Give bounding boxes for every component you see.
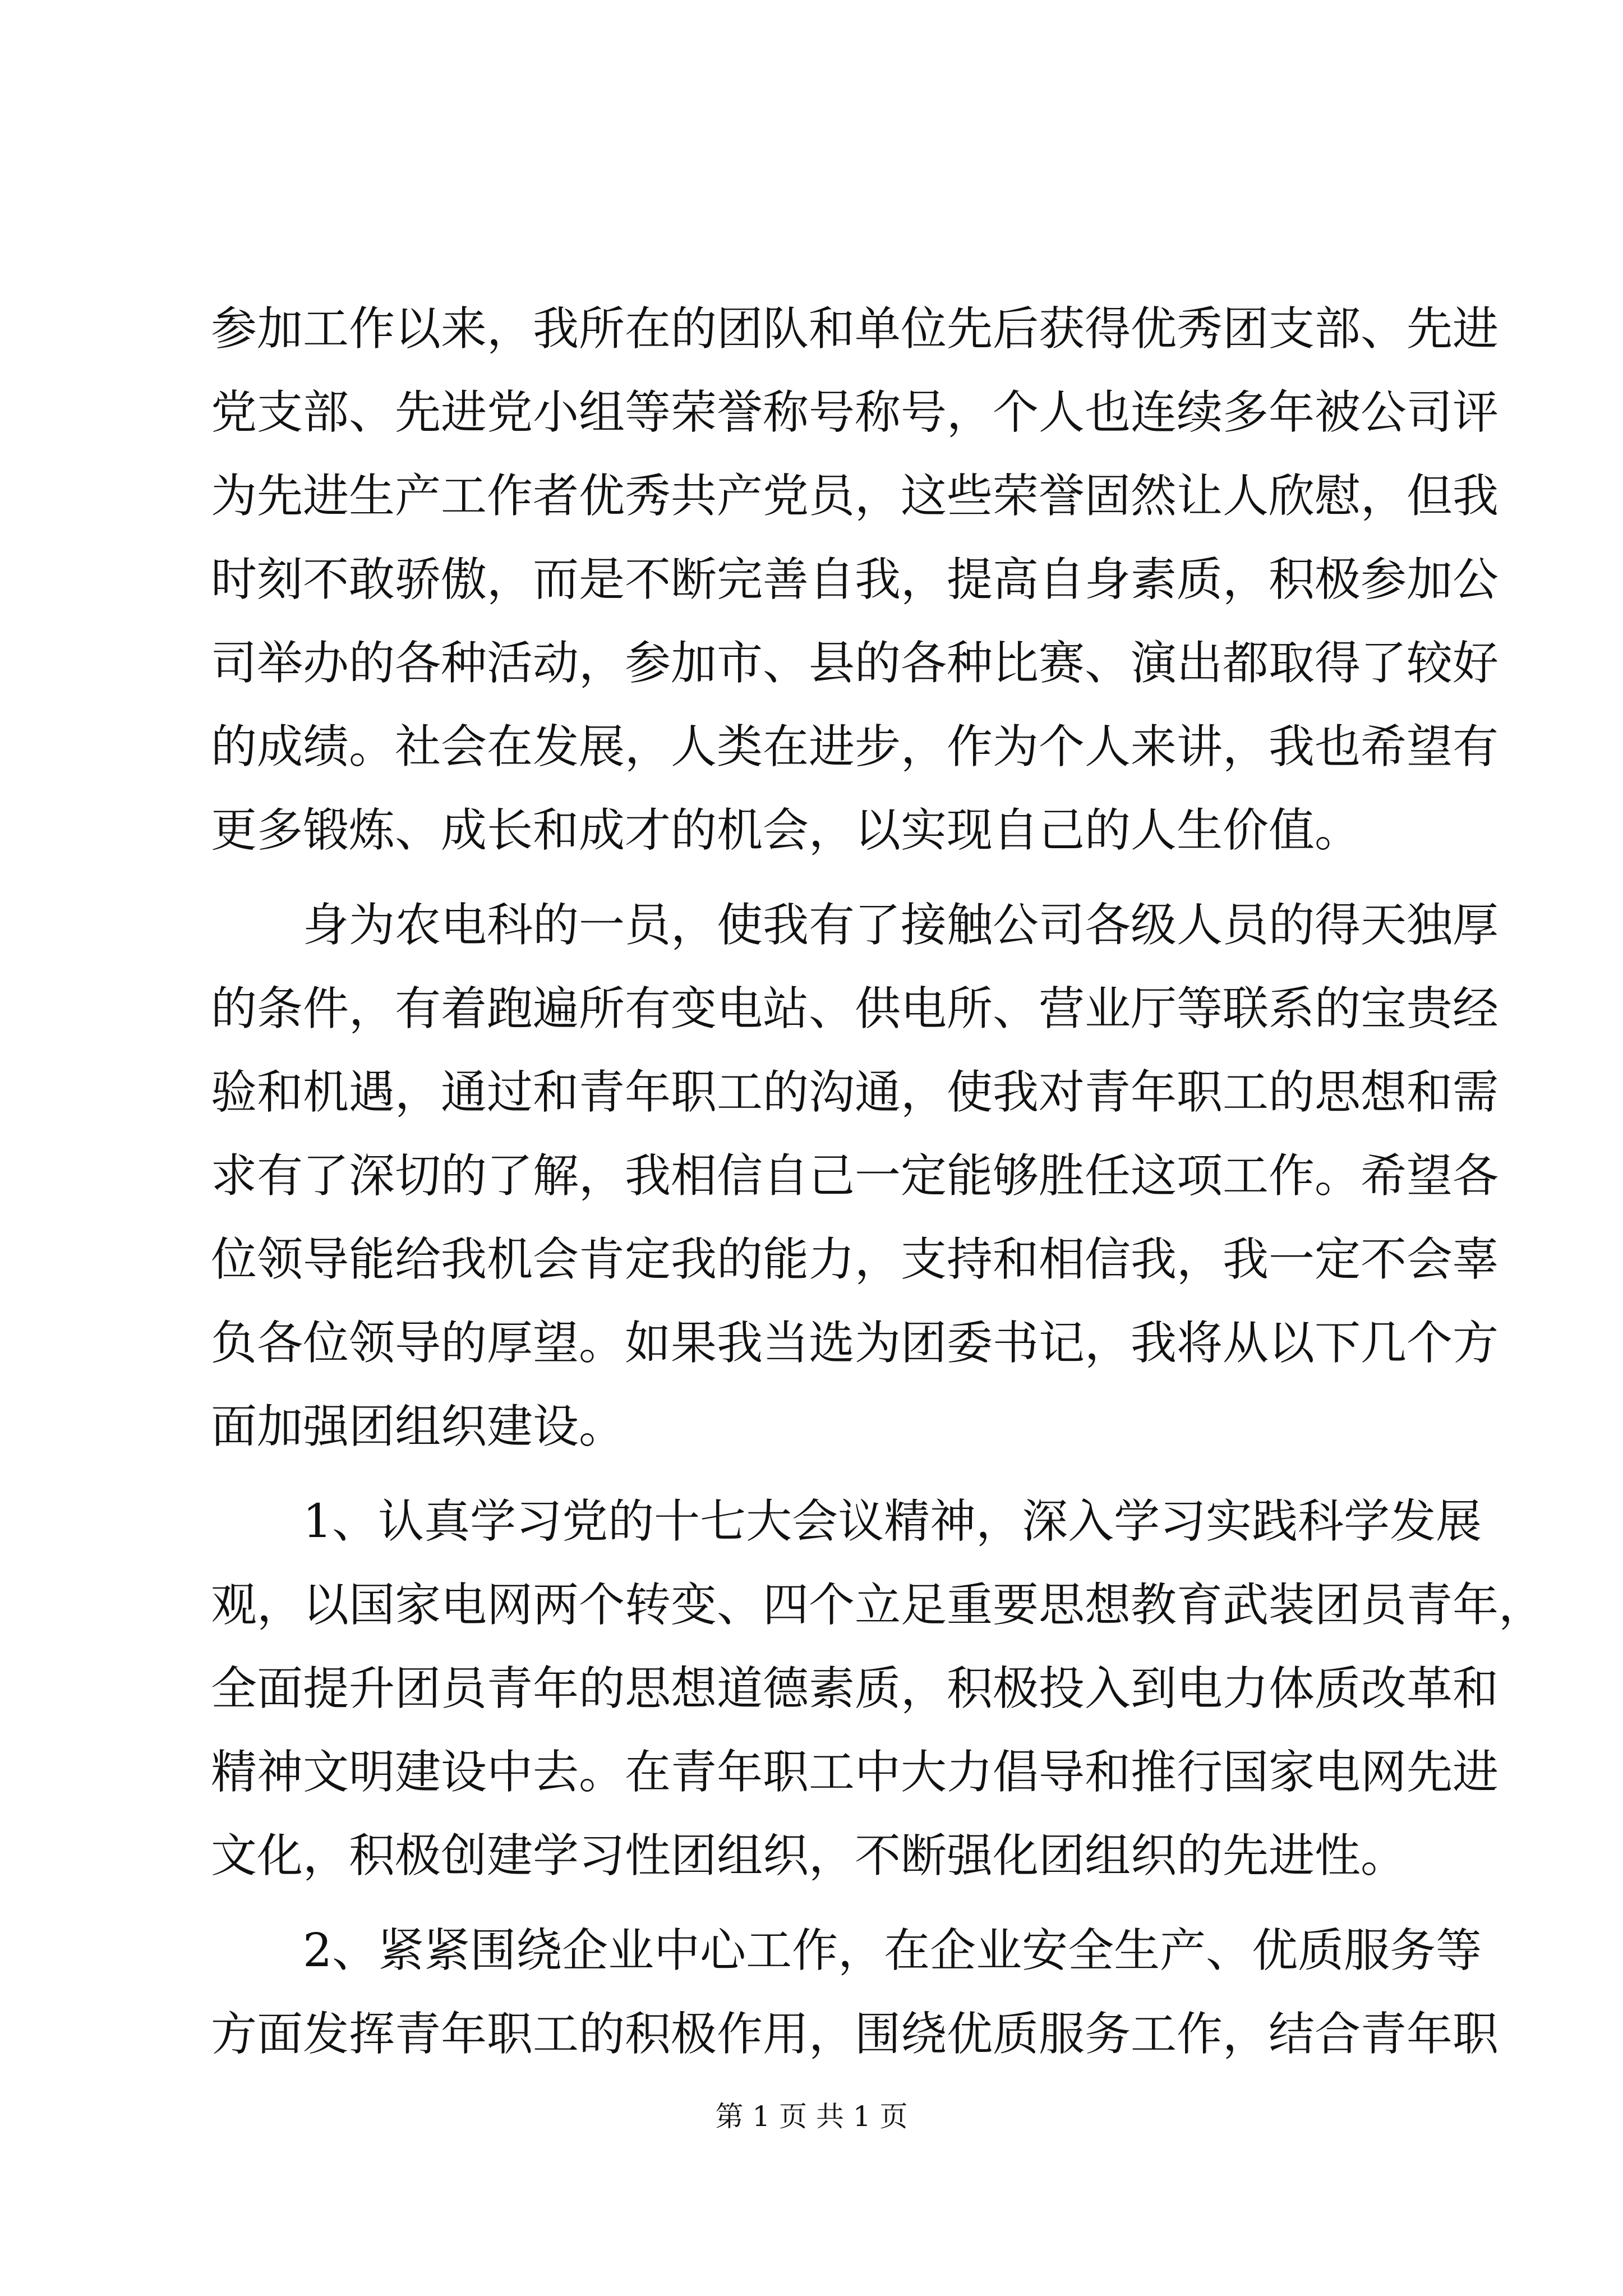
- paragraph-gap: [211, 1898, 1415, 1909]
- page-footer: 第 1 页 共 1 页: [715, 2100, 908, 2133]
- text-line: 2、紧紧围绕企业中心工作，在企业安全生产、优质服务等: [211, 1924, 1482, 1977]
- paragraph-gap: [211, 1469, 1415, 1480]
- text-line: 负各位领导的厚望。如果我当选为团委书记，我将从以下几个方: [211, 1317, 1499, 1370]
- text-line: 精神文明建设中去。在青年职工中大力倡导和推行国家电网先进: [211, 1746, 1499, 1799]
- paragraph: [211, 287, 1499, 872]
- text-line: 为先进生产工作者优秀共产党员，这些荣誉固然让人欣慰，但我: [211, 470, 1499, 523]
- text-line: 方面发挥青年职工的积极作用，围绕优质服务工作，结合青年职: [211, 2008, 1499, 2061]
- paragraph-gap: [211, 872, 1415, 884]
- text-line: 验和机遇，通过和青年职工的沟通，使我对青年职工的思想和需: [211, 1066, 1499, 1119]
- paragraph: [211, 1909, 1499, 2076]
- text-line: 全面提升团员青年的思想道德素质，积极投入到电力体质改革和: [211, 1662, 1499, 1715]
- text-line: 党支部、先进党小组等荣誉称号称号，个人也连续多年被公司评: [211, 386, 1499, 439]
- document-body: [211, 287, 1545, 2076]
- text-line: 位领导能给我机会肯定我的能力，支持和相信我，我一定不会辜: [211, 1233, 1499, 1286]
- paragraph: [211, 1480, 1545, 1898]
- text-line: 文化，积极创建学习性团组织，不断强化团组织的先进性。: [211, 1829, 1407, 1883]
- paragraph: [211, 884, 1499, 1469]
- text-line: 司举办的各种活动，参加市、县的各种比赛、演出都取得了较好: [211, 637, 1499, 690]
- text-line: 参加工作以来，我所在的团队和单位先后获得优秀团支部、先进: [211, 302, 1499, 356]
- text-line: 的条件，有着跑遍所有变电站、供电所、营业厅等联系的宝贵经: [211, 982, 1499, 1036]
- text-line: 面加强团组织建设。: [211, 1400, 625, 1453]
- text-line: 观，以国家电网两个转变、四个立足重要思想教育武装团员青年，: [211, 1579, 1545, 1632]
- text-line: 更多锻炼、成长和成才的机会，以实现自己的人生价值。: [211, 804, 1361, 857]
- text-line: 时刻不敢骄傲，而是不断完善自我，提高自身素质，积极参加公: [211, 553, 1499, 606]
- text-line: 身为农电科的一员，使我有了接触公司各级人员的得天独厚: [211, 899, 1499, 952]
- text-line: 1、认真学习党的十七大会议精神，深入学习实践科学发展: [211, 1495, 1482, 1548]
- text-line: 的成绩。社会在发展，人类在进步，作为个人来讲，我也希望有: [211, 720, 1499, 774]
- text-line: 求有了深切的了解，我相信自己一定能够胜任这项工作。希望各: [211, 1149, 1499, 1203]
